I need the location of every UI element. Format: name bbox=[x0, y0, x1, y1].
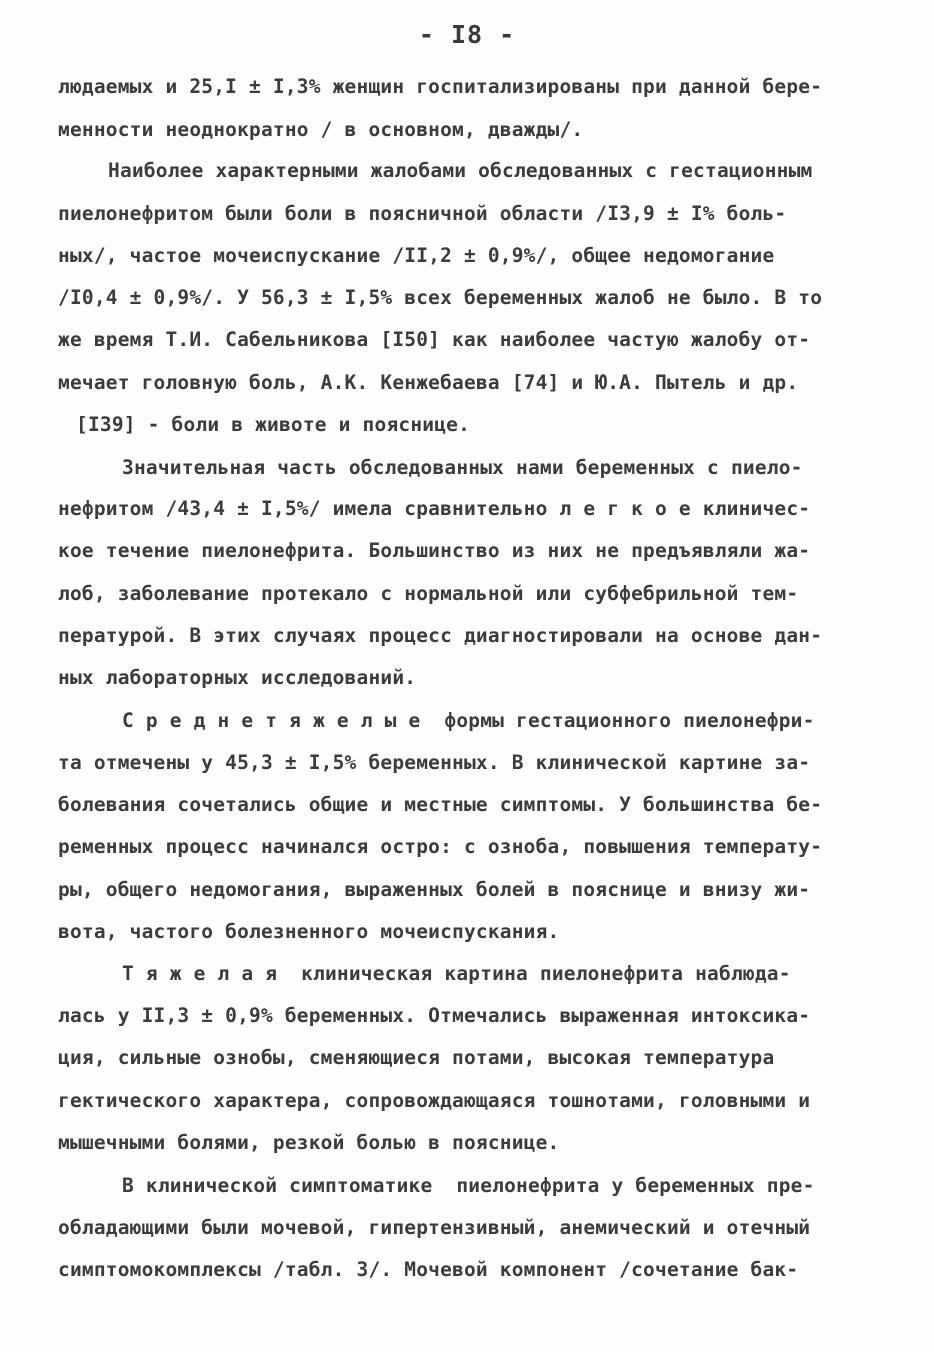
text-line: Наиболее характерными жалобами обследованных с гестационным bbox=[108, 159, 813, 182]
text-line: обладающими были мочевой, гипертензивный, анемический и отечный bbox=[58, 1216, 811, 1239]
text-line: нефритом /43,4 ± I,5%/ имела сравнительно л е г к о е клиничес- bbox=[58, 497, 811, 520]
text-line: кое течение пиелонефрита. Большинство из них не предъявляли жа- bbox=[58, 539, 811, 562]
text-line: пературой. В этих случаях процесс диагностировали на основе дан- bbox=[58, 624, 823, 647]
text-line: ных/, частое мочеиспускание /II,2 ± 0,9%/, общее недомогание bbox=[58, 244, 775, 267]
text-line: мечает головную боль, А.К. Кенжебаева [74] и Ю.А. Пытель и др. bbox=[58, 371, 799, 394]
text-line: симптомокомплексы /табл. 3/. Мочевой компонент /сочетание бак- bbox=[58, 1258, 799, 1281]
text-line: лоб, заболевание протекало с нормальной или субфебрильной тем- bbox=[58, 582, 799, 605]
text-line: Значительная часть обследованных нами беременных с пиело- bbox=[122, 456, 803, 479]
text-line: мышечными болями, резкой болью в пояснице. bbox=[58, 1131, 560, 1154]
page-number: - I8 - bbox=[418, 20, 516, 49]
text-line: людаемых и 25,I ± I,3% женщин госпитализированы при данной бере- bbox=[58, 75, 823, 98]
text-line: ры, общего недомогания, выраженных болей в пояснице и внизу жи- bbox=[58, 878, 811, 901]
text-line: менности неоднократно / в основном, дважды/. bbox=[58, 118, 584, 141]
text-line: вота, частого болезненного мочеиспускания. bbox=[58, 920, 560, 943]
text-line: пиелонефритом были боли в поясничной области /I3,9 ± I% боль- bbox=[58, 202, 787, 225]
text-line: /I0,4 ± 0,9%/. У 56,3 ± I,5% всех беременных жалоб не было. В то bbox=[58, 286, 823, 309]
text-line: та отмечены у 45,3 ± I,5% беременных. В клинической картине за- bbox=[58, 751, 811, 774]
text-line: [I39] - боли в животе и пояснице. bbox=[76, 413, 471, 436]
text-line: гектического характера, сопровождающаяся тошнотами, головными и bbox=[58, 1089, 811, 1112]
text-line: лась у II,3 ± 0,9% беременных. Отмечались выраженная интоксика- bbox=[58, 1004, 811, 1027]
text-line: же время Т.И. Сабельникова [I50] как наиболее частую жалобу от- bbox=[58, 328, 811, 351]
text-line: С р е д н е т я ж е л ы е формы гестационного пиелонефри- bbox=[122, 709, 815, 732]
text-line: ция, сильные ознобы, сменяющиеся потами, высокая температура bbox=[58, 1046, 775, 1069]
text-line: болевания сочетались общие и местные симптомы. У большинства бе- bbox=[58, 793, 823, 816]
text-line: Т я ж е л а я клиническая картина пиелонефрита наблюда- bbox=[122, 962, 791, 985]
text-line: В клинической симптоматике пиелонефрита у беременных пре- bbox=[122, 1174, 815, 1197]
text-line: ных лабораторных исследований. bbox=[58, 666, 417, 689]
text-line: ременных процесс начинался остро: с озноба, повышения температу- bbox=[58, 835, 823, 858]
